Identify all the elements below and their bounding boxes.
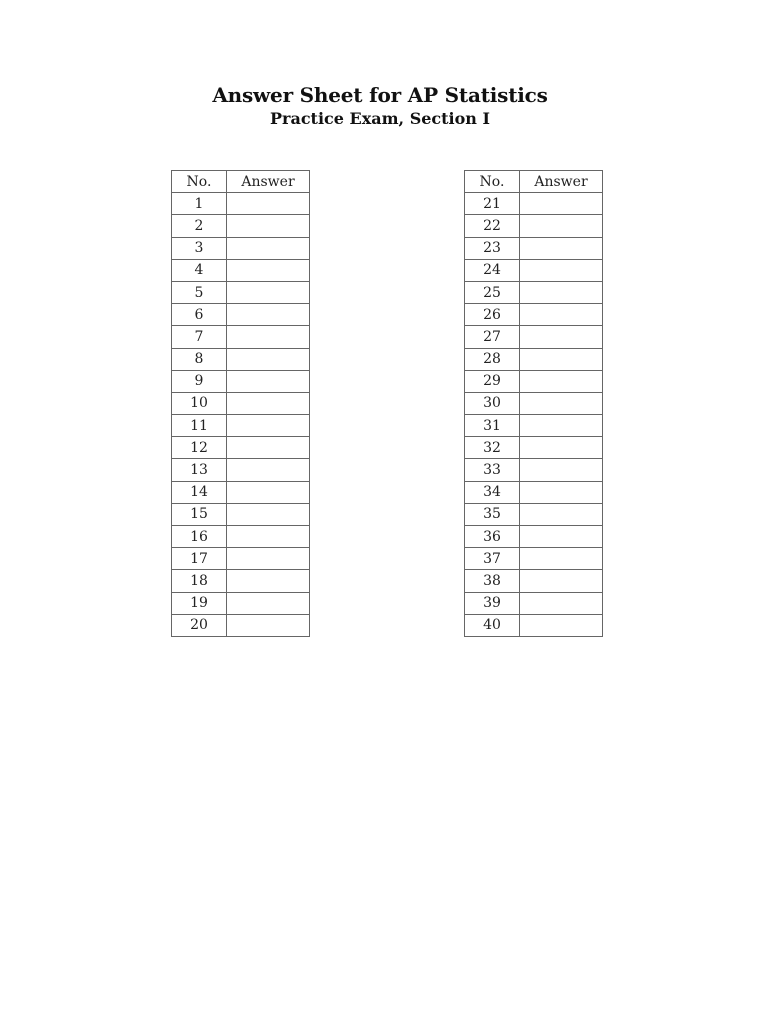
answer-table-left <box>171 170 310 637</box>
question-number: 28 <box>465 348 520 370</box>
table-row <box>172 503 310 525</box>
question-number: 40 <box>465 614 520 636</box>
answer-cell[interactable] <box>520 548 603 570</box>
table-row <box>465 570 603 592</box>
answer-cell[interactable] <box>520 370 603 392</box>
question-number: 31 <box>465 415 520 437</box>
column-header-no: No. <box>172 171 227 193</box>
question-number: 2 <box>172 215 227 237</box>
table-row <box>465 503 603 525</box>
table-row <box>172 459 310 481</box>
table-row <box>465 370 603 392</box>
answer-cell[interactable] <box>227 326 310 348</box>
table-row <box>172 370 310 392</box>
table-row <box>172 526 310 548</box>
column-header-answer: Answer <box>227 171 310 193</box>
table-row <box>172 237 310 259</box>
answer-cell[interactable] <box>227 193 310 215</box>
question-number: 27 <box>465 326 520 348</box>
answer-cell[interactable] <box>227 437 310 459</box>
page-title: Answer Sheet for AP Statistics <box>212 83 548 107</box>
table-row <box>465 548 603 570</box>
table-row <box>172 570 310 592</box>
table-row <box>172 614 310 636</box>
table-row <box>465 259 603 281</box>
answer-cell[interactable] <box>227 215 310 237</box>
table-row <box>172 392 310 414</box>
answer-cell[interactable] <box>227 348 310 370</box>
table-row <box>172 193 310 215</box>
table-row <box>172 481 310 503</box>
answer-cell[interactable] <box>520 481 603 503</box>
answer-cell[interactable] <box>520 437 603 459</box>
question-number: 5 <box>172 281 227 303</box>
table-row <box>465 237 603 259</box>
answer-cell[interactable] <box>227 614 310 636</box>
answer-cell[interactable] <box>227 592 310 614</box>
question-number: 11 <box>172 415 227 437</box>
table-row <box>172 592 310 614</box>
question-number: 38 <box>465 570 520 592</box>
answer-cell[interactable] <box>520 459 603 481</box>
answer-cell[interactable] <box>227 392 310 414</box>
table-row <box>465 326 603 348</box>
answer-cell[interactable] <box>227 259 310 281</box>
question-number: 22 <box>465 215 520 237</box>
question-number: 36 <box>465 526 520 548</box>
table-row <box>465 348 603 370</box>
question-number: 21 <box>465 193 520 215</box>
question-number: 39 <box>465 592 520 614</box>
answer-cell[interactable] <box>520 193 603 215</box>
table-row <box>172 215 310 237</box>
table-row <box>172 348 310 370</box>
table-row <box>465 304 603 326</box>
table-row <box>465 481 603 503</box>
question-number: 9 <box>172 370 227 392</box>
answer-cell[interactable] <box>520 570 603 592</box>
table-row <box>465 281 603 303</box>
answer-cell[interactable] <box>227 459 310 481</box>
answer-cell[interactable] <box>520 326 603 348</box>
answer-cell[interactable] <box>520 614 603 636</box>
question-number: 25 <box>465 281 520 303</box>
question-number: 29 <box>465 370 520 392</box>
table-row <box>172 548 310 570</box>
answer-cell[interactable] <box>520 237 603 259</box>
answer-cell[interactable] <box>520 526 603 548</box>
question-number: 26 <box>465 304 520 326</box>
question-number: 37 <box>465 548 520 570</box>
question-number: 30 <box>465 392 520 414</box>
answer-cell[interactable] <box>227 503 310 525</box>
question-number: 15 <box>172 503 227 525</box>
table-row <box>465 459 603 481</box>
answer-cell[interactable] <box>520 503 603 525</box>
page-subtitle: Practice Exam, Section I <box>269 109 490 128</box>
answer-cell[interactable] <box>227 481 310 503</box>
answer-cell[interactable] <box>520 281 603 303</box>
table-row <box>465 526 603 548</box>
question-number: 8 <box>172 348 227 370</box>
answer-cell[interactable] <box>520 348 603 370</box>
table-row <box>465 592 603 614</box>
question-number: 32 <box>465 437 520 459</box>
answer-cell[interactable] <box>520 415 603 437</box>
question-number: 3 <box>172 237 227 259</box>
table-row <box>172 259 310 281</box>
table-row <box>172 304 310 326</box>
table-row <box>465 215 603 237</box>
answer-cell[interactable] <box>227 570 310 592</box>
table-row <box>465 193 603 215</box>
table-row <box>465 392 603 414</box>
question-number: 17 <box>172 548 227 570</box>
column-header-no: No. <box>465 171 520 193</box>
answer-cell[interactable] <box>227 548 310 570</box>
column-header-answer: Answer <box>520 171 603 193</box>
question-number: 18 <box>172 570 227 592</box>
question-number: 12 <box>172 437 227 459</box>
answer-cell[interactable] <box>227 304 310 326</box>
answer-cell[interactable] <box>520 392 603 414</box>
question-number: 34 <box>465 481 520 503</box>
table-row <box>172 281 310 303</box>
answer-table-right <box>464 170 603 637</box>
table-row <box>465 437 603 459</box>
question-number: 35 <box>465 503 520 525</box>
answer-cell[interactable] <box>520 592 603 614</box>
question-number: 7 <box>172 326 227 348</box>
table-row <box>465 415 603 437</box>
question-number: 24 <box>465 259 520 281</box>
answer-cell[interactable] <box>227 415 310 437</box>
table-header-row <box>465 171 603 193</box>
question-number: 6 <box>172 304 227 326</box>
table-row <box>172 437 310 459</box>
question-number: 14 <box>172 481 227 503</box>
answer-cell[interactable] <box>227 237 310 259</box>
question-number: 4 <box>172 259 227 281</box>
question-number: 10 <box>172 392 227 414</box>
question-number: 16 <box>172 526 227 548</box>
table-row <box>172 326 310 348</box>
answer-cell[interactable] <box>520 215 603 237</box>
answer-cell[interactable] <box>227 370 310 392</box>
answer-cell[interactable] <box>227 281 310 303</box>
question-number: 1 <box>172 193 227 215</box>
question-number: 13 <box>172 459 227 481</box>
question-number: 23 <box>465 237 520 259</box>
question-number: 19 <box>172 592 227 614</box>
question-number: 20 <box>172 614 227 636</box>
answer-cell[interactable] <box>227 526 310 548</box>
table-row <box>172 415 310 437</box>
question-number: 33 <box>465 459 520 481</box>
answer-cell[interactable] <box>520 259 603 281</box>
answer-cell[interactable] <box>520 304 603 326</box>
table-header-row <box>172 171 310 193</box>
table-row <box>465 614 603 636</box>
